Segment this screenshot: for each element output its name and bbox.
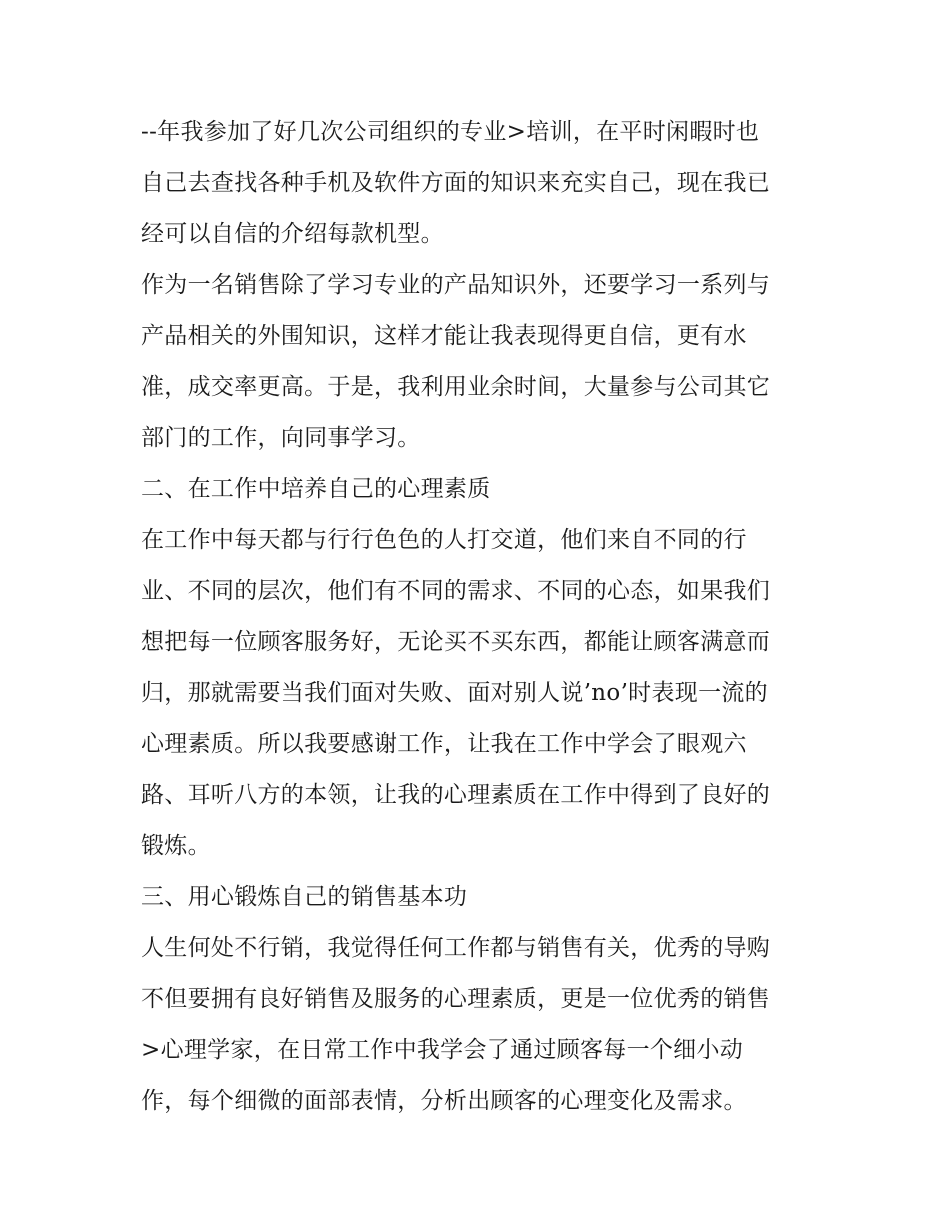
text-line: 自己去查找各种手机及软件方面的知识来充实自己，现在我已 [141,170,771,196]
text-line: 路、耳听八方的本领，让我的心理素质在工作中得到了良好的 [141,782,771,808]
section-heading: 三、用心锻炼自己的销售基本功 [141,884,468,910]
text-line: 心理素质。所以我要感谢工作，让我在工作中学会了眼观六 [141,731,747,757]
text-line: 准，成交率更高。于是，我利用业余时间，大量参与公司其它 [141,374,771,400]
document-body [141,107,821,1127]
text-line: 作为一名销售除了学习专业的产品知识外，还要学习一系列与 [141,272,771,298]
text-line: 作，每个细微的面部表情，分析出顾客的心理变化及需求。 [141,1088,747,1114]
text-line: --年我参加了好几次公司组织的专业>培训，在平时闲暇时也 [141,119,760,145]
text-line: 在工作中每天都与行行色色的人打交道，他们来自不同的行 [141,527,747,553]
text-line: 归，那就需要当我们面对失败、面对别人说’no’时表现一流的 [141,680,768,706]
text-line: 经可以自信的介绍每款机型。 [141,221,444,247]
text-line: 想把每一位顾客服务好，无论买不买东西，都能让顾客满意而 [141,629,771,655]
text-line: 不但要拥有良好销售及服务的心理素质，更是一位优秀的销售 [141,986,771,1012]
text-line: 部门的工作，向同事学习。 [141,425,421,451]
text-line: 人生何处不行销，我觉得任何工作都与销售有关，优秀的导购 [141,935,771,961]
text-line: 业、不同的层次，他们有不同的需求、不同的心态，如果我们 [141,578,771,604]
text-line: 锻炼。 [141,833,211,859]
text-line: 产品相关的外围知识，这样才能让我表现得更自信，更有水 [141,323,747,349]
text-line: >心理学家，在日常工作中我学会了通过顾客每一个细小动 [141,1037,744,1063]
section-heading: 二、在工作中培养自己的心理素质 [141,476,491,502]
